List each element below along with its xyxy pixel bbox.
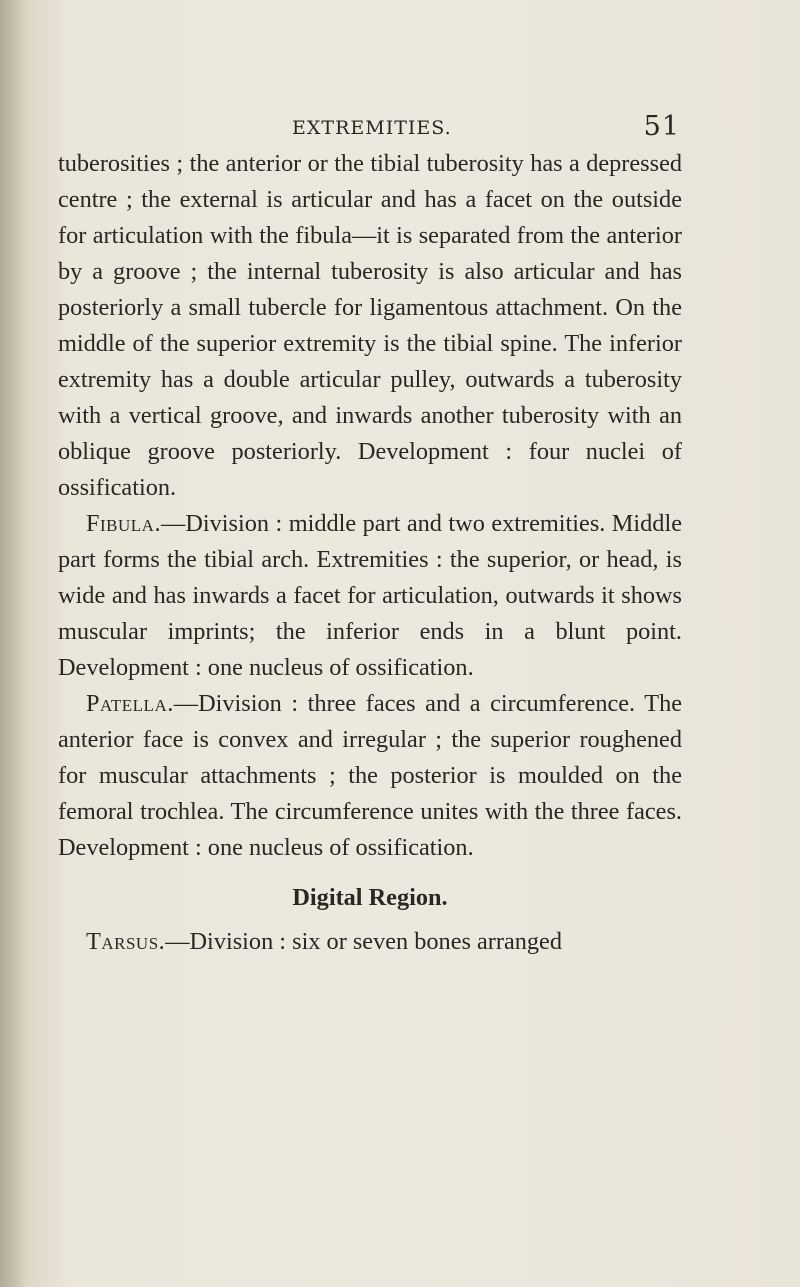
- gutter-shadow: [0, 0, 26, 1287]
- fibula-label: Fibula.: [86, 510, 162, 537]
- tarsus-label: Tarsus.: [86, 928, 166, 955]
- paragraph-patella: [58, 686, 682, 866]
- paragraph-tarsus: [58, 924, 682, 960]
- paragraph-fibula: [58, 506, 682, 686]
- body-text: [58, 146, 682, 960]
- page-number: 51: [643, 111, 680, 142]
- tarsus-text: —Division : six or seven bones arranged: [165, 928, 562, 955]
- running-title: EXTREMITIES.: [292, 117, 452, 139]
- patella-text: —Division : three faces and a circumference. The anterior face is convex and irregular ; the superior roughened for muscular attachments ; the posterior is moulded on the femoral trochlea. The circumference unites with the three faces. Development : one nucleus of ossification.: [58, 690, 682, 861]
- paragraph-tibia-continued: tuberosities ; the anterior or the tibial tuberosity has a depressed centre ; the external is articular and has a facet on the outside for articulation with the fibula—it is separated from the anterior by a groove ; the internal tuberosity is also articular and has posteriorly a small tubercle for ligamentous attachment. On the middle of the superior extremity is the tibial spine. The inferior extremity has a double articular pulley, outwards a tuberosity with a vertical groove, and inwards another tuberosity with an oblique groove posteriorly. Development : four nuclei of ossification.: [58, 150, 682, 501]
- patella-label: Patella.: [86, 690, 174, 717]
- fibula-text: —Division : middle part and two extremities. Middle part forms the tibial arch. Extremities : the superior, or head, is wide and has inwards a facet for articulation, outwards it shows muscular imprints; the inferior ends in a blunt point. Development : one nucleus of ossification.: [58, 510, 682, 681]
- section-heading: Digital Region.: [292, 884, 448, 911]
